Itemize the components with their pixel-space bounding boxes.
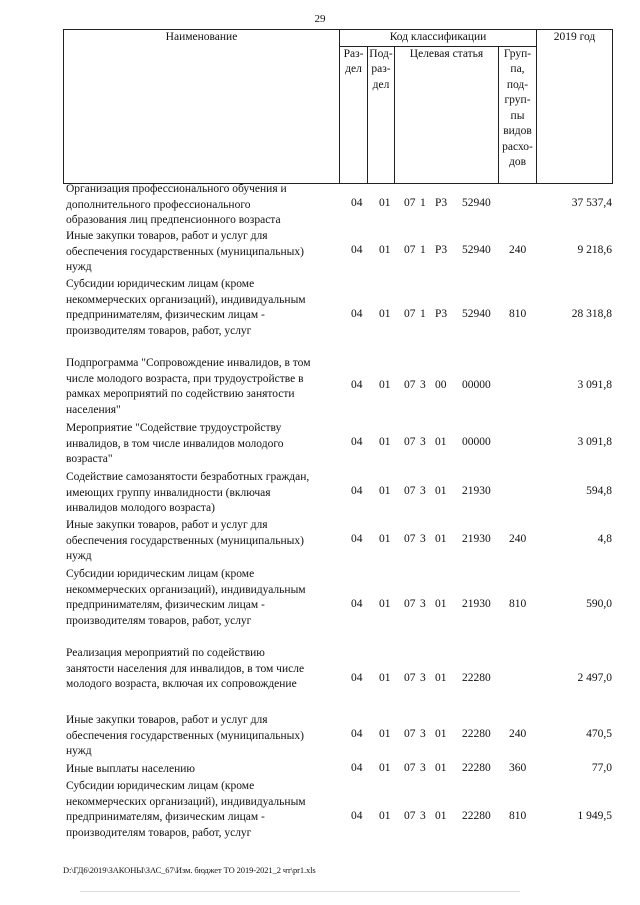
row-subprogram: 3 — [420, 379, 426, 391]
row-expense-type: 240 — [509, 728, 527, 740]
row-name: Субсидии юридическим лицам (кроме некоммерческих организаций), индивидуальным предпринимателям, физическим лицам - производителям товаров, работ, услуг — [66, 780, 306, 839]
row-podrazdel: 01 — [379, 197, 391, 209]
row-razdel: 04 — [351, 533, 363, 545]
row-target-code: 00000 — [462, 379, 491, 391]
row-amount: 2 497,0 — [577, 672, 612, 684]
row-direction: 01 — [435, 762, 447, 774]
row-program: 07 — [404, 533, 416, 545]
row-razdel: 04 — [351, 379, 363, 391]
row-name: Иные закупки товаров, работ и услуг для обеспечения государственных (муниципальных) нужд — [66, 714, 304, 757]
row-podrazdel: 01 — [379, 436, 391, 448]
row-direction: P3 — [435, 197, 448, 209]
row-target-code: 21930 — [462, 485, 491, 497]
row-amount: 470,5 — [586, 728, 612, 740]
row-program: 07 — [404, 810, 416, 822]
row-subprogram: 1 — [420, 308, 426, 320]
row-subprogram: 3 — [420, 533, 426, 545]
row-name: Содействие самозанятости безработных граждан, имеющих группу инвалидности (включая инвалидов молодого возраста) — [66, 471, 310, 514]
row-amount: 9 218,6 — [577, 244, 612, 256]
row-razdel: 04 — [351, 810, 363, 822]
row-podrazdel: 01 — [379, 485, 391, 497]
row-razdel: 04 — [351, 308, 363, 320]
row-target-code: 52940 — [462, 308, 491, 320]
row-podrazdel: 01 — [379, 810, 391, 822]
row-target-code: 22280 — [462, 672, 491, 684]
row-podrazdel: 01 — [379, 244, 391, 256]
row-podrazdel: 01 — [379, 308, 391, 320]
row-target-code: 52940 — [462, 197, 491, 209]
row-name: Реализация мероприятий по содействию занятости населения для инвалидов, в том числе молодого возраста, включая их сопровождение — [66, 647, 305, 690]
row-program: 07 — [404, 728, 416, 740]
row-podrazdel: 01 — [379, 728, 391, 740]
row-name: Иные закупки товаров, работ и услуг для обеспечения государственных (муниципальных) нужд — [66, 519, 304, 562]
row-subprogram: 3 — [420, 728, 426, 740]
row-razdel: 04 — [351, 485, 363, 497]
page-number: 29 — [314, 13, 326, 25]
row-direction: 01 — [435, 598, 447, 610]
row-program: 07 — [404, 762, 416, 774]
row-direction: 01 — [435, 810, 447, 822]
row-amount: 3 091,8 — [577, 379, 612, 391]
row-amount: 4,8 — [597, 533, 612, 545]
row-direction: P3 — [435, 308, 448, 320]
row-program: 07 — [404, 197, 416, 209]
row-amount: 590,0 — [586, 598, 612, 610]
row-amount: 594,8 — [586, 485, 612, 497]
row-amount: 77,0 — [591, 762, 612, 774]
row-direction: P3 — [435, 244, 448, 256]
row-direction: 01 — [435, 436, 447, 448]
row-expense-type: 240 — [509, 244, 527, 256]
row-target-code: 00000 — [462, 436, 491, 448]
row-target-code: 22280 — [462, 728, 491, 740]
header-name: Наименование — [64, 30, 340, 184]
scan-artifact-line — [80, 891, 520, 892]
row-direction: 00 — [435, 379, 447, 391]
row-subprogram: 3 — [420, 810, 426, 822]
row-amount: 37 537,4 — [571, 197, 612, 209]
row-name: Субсидии юридическим лицам (кроме некоммерческих организаций), индивидуальным предпринимателям, физическим лицам - производителям товаров, работ, услуг — [66, 278, 306, 337]
row-expense-type: 240 — [509, 533, 527, 545]
row-program: 07 — [404, 244, 416, 256]
row-program: 07 — [404, 485, 416, 497]
header-year: 2019 год — [537, 30, 613, 184]
row-expense-type: 360 — [509, 762, 527, 774]
row-program: 07 — [404, 672, 416, 684]
row-target-code: 21930 — [462, 598, 491, 610]
row-expense-type: 810 — [509, 598, 527, 610]
row-razdel: 04 — [351, 762, 363, 774]
row-podrazdel: 01 — [379, 533, 391, 545]
row-expense-type: 810 — [509, 810, 527, 822]
row-podrazdel: 01 — [379, 672, 391, 684]
row-target-code: 22280 — [462, 810, 491, 822]
row-name: Подпрограмма "Сопровождение инвалидов, в том числе молодого возраста, при трудоустройстве в рамках мероприятий по содействию занятости населения" — [66, 357, 311, 416]
row-subprogram: 3 — [420, 672, 426, 684]
row-expense-type: 810 — [509, 308, 527, 320]
row-subprogram: 3 — [420, 762, 426, 774]
row-direction: 01 — [435, 728, 447, 740]
row-program: 07 — [404, 436, 416, 448]
row-podrazdel: 01 — [379, 762, 391, 774]
row-razdel: 04 — [351, 598, 363, 610]
header-razdel: Раз- дел — [340, 46, 368, 183]
header-vid: Груп- па, под- груп- пы видов расхо- дов — [499, 46, 537, 183]
row-subprogram: 3 — [420, 485, 426, 497]
row-direction: 01 — [435, 485, 447, 497]
header-code-group: Код классификации — [340, 30, 537, 47]
row-razdel: 04 — [351, 436, 363, 448]
row-razdel: 04 — [351, 672, 363, 684]
row-name: Иные закупки товаров, работ и услуг для обеспечения государственных (муниципальных) нужд — [66, 230, 304, 273]
row-amount: 3 091,8 — [577, 436, 612, 448]
row-razdel: 04 — [351, 197, 363, 209]
row-name: Иные выплаты населению — [66, 763, 195, 775]
row-razdel: 04 — [351, 728, 363, 740]
row-podrazdel: 01 — [379, 379, 391, 391]
row-name: Организация профессионального обучения и дополнительного профессионального образования лиц предпенсионного возраста — [66, 183, 287, 226]
row-name: Субсидии юридическим лицам (кроме некоммерческих организаций), индивидуальным предпринимателям, физическим лицам - производителям товаров, работ, услуг — [66, 568, 306, 627]
row-name: Мероприятие "Содействие трудоустройству инвалидов, в том числе инвалидов молодого возраста" — [66, 422, 284, 465]
row-subprogram: 1 — [420, 244, 426, 256]
row-subprogram: 1 — [420, 197, 426, 209]
row-amount: 28 318,8 — [571, 308, 612, 320]
row-razdel: 04 — [351, 244, 363, 256]
header-podrazdel: Под- раз- дел — [368, 46, 395, 183]
row-subprogram: 3 — [420, 436, 426, 448]
row-subprogram: 3 — [420, 598, 426, 610]
row-target-code: 52940 — [462, 244, 491, 256]
row-target-code: 22280 — [462, 762, 491, 774]
row-program: 07 — [404, 379, 416, 391]
file-path-footer: D:\ГД6\2019\ЗАКОНЫ\ЗАС_67\Изм. бюджет ТО 2019-2021_2 чт\pr1.xls — [63, 865, 316, 875]
row-podrazdel: 01 — [379, 598, 391, 610]
header-celevaya: Целевая статья — [395, 46, 499, 183]
row-program: 07 — [404, 598, 416, 610]
row-program: 07 — [404, 308, 416, 320]
row-amount: 1 949,5 — [577, 810, 612, 822]
row-target-code: 21930 — [462, 533, 491, 545]
row-direction: 01 — [435, 672, 447, 684]
row-direction: 01 — [435, 533, 447, 545]
